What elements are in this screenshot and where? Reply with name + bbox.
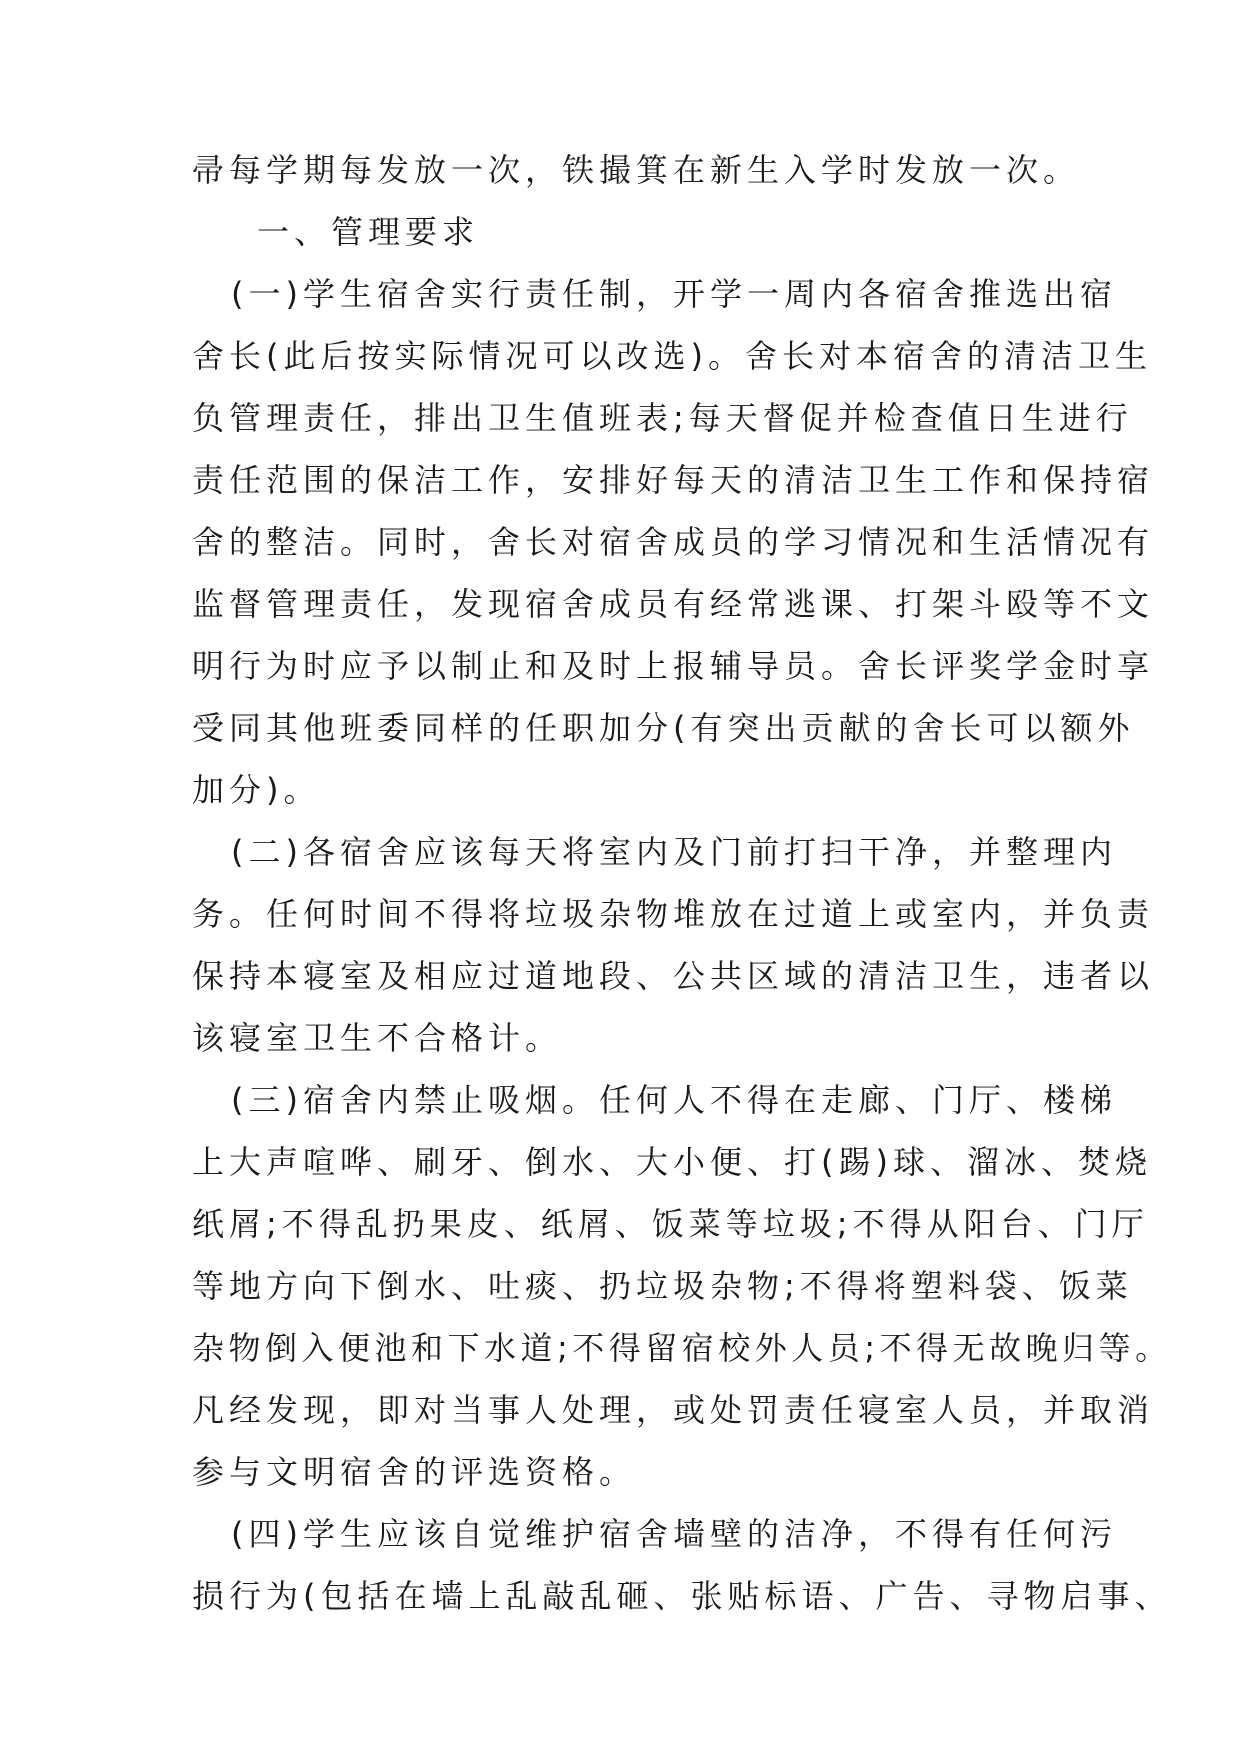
text-line: (四)学生应该自觉维护宿舍墙壁的洁净，不得有任何污: [231, 1515, 1117, 1553]
section-heading: 一、管理要求: [257, 213, 480, 251]
text-line: 舍长(此后按实际情况可以改选)。舍长对本宿舍的清洁卫生: [192, 337, 1152, 375]
text-line: 保持本寝室及相应过道地段、公共区域的清洁卫生，违者以: [192, 957, 1155, 995]
text-line: (二)各宿舍应该每天将室内及门前打扫干净，并整理内: [231, 833, 1117, 871]
text-line: (三)宿舍内禁止吸烟。任何人不得在走廊、门厅、楼梯: [231, 1081, 1117, 1119]
text-line: 责任范围的保洁工作，安排好每天的清洁卫生工作和保持宿: [192, 461, 1155, 499]
text-line: 参与文明宿舍的评选资格。: [192, 1453, 637, 1491]
text-line: 帚每学期每发放一次，铁撮箕在新生入学时发放一次。: [192, 151, 1081, 189]
text-line: 受同其他班委同样的任职加分(有突出贡献的舍长可以额外: [192, 709, 1135, 747]
text-line: 该寝室卫生不合格计。: [192, 1019, 563, 1057]
text-line: 监督管理责任，发现宿舍成员有经常逃课、打架斗殴等不文: [192, 585, 1155, 623]
text-line: 负管理责任，排出卫生值班表;每天督促并检查值日生进行: [192, 399, 1133, 437]
text-line: 纸屑;不得乱扔果皮、纸屑、饭菜等垃圾;不得从阳台、门厅: [192, 1205, 1149, 1243]
text-line: (一)学生宿舍实行责任制，开学一周内各宿舍推选出宿: [231, 275, 1117, 313]
text-line: 损行为(包括在墙上乱敲乱砸、张贴标语、广告、寻物启事、: [192, 1577, 1172, 1615]
text-line: 等地方向下倒水、吐痰、扔垃圾杂物;不得将塑料袋、饭菜: [192, 1267, 1133, 1305]
text-line: 上大声喧哗、刷牙、倒水、大小便、打(踢)球、溜冰、焚烧: [192, 1143, 1152, 1181]
text-line: 加分)。: [192, 771, 321, 809]
text-line: 舍的整洁。同时，舍长对宿舍成员的学习情况和生活情况有: [192, 523, 1155, 561]
text-line: 凡经发现，即对当事人处理，或处罚责任寝室人员，并取消: [192, 1391, 1155, 1429]
text-line: 明行为时应予以制止和及时上报辅导员。舍长评奖学金时享: [192, 647, 1155, 685]
text-line: 杂物倒入便池和下水道;不得留宿校外人员;不得无故晚归等。: [192, 1329, 1172, 1367]
text-line: 务。任何时间不得将垃圾杂物堆放在过道上或室内，并负责: [192, 895, 1155, 933]
